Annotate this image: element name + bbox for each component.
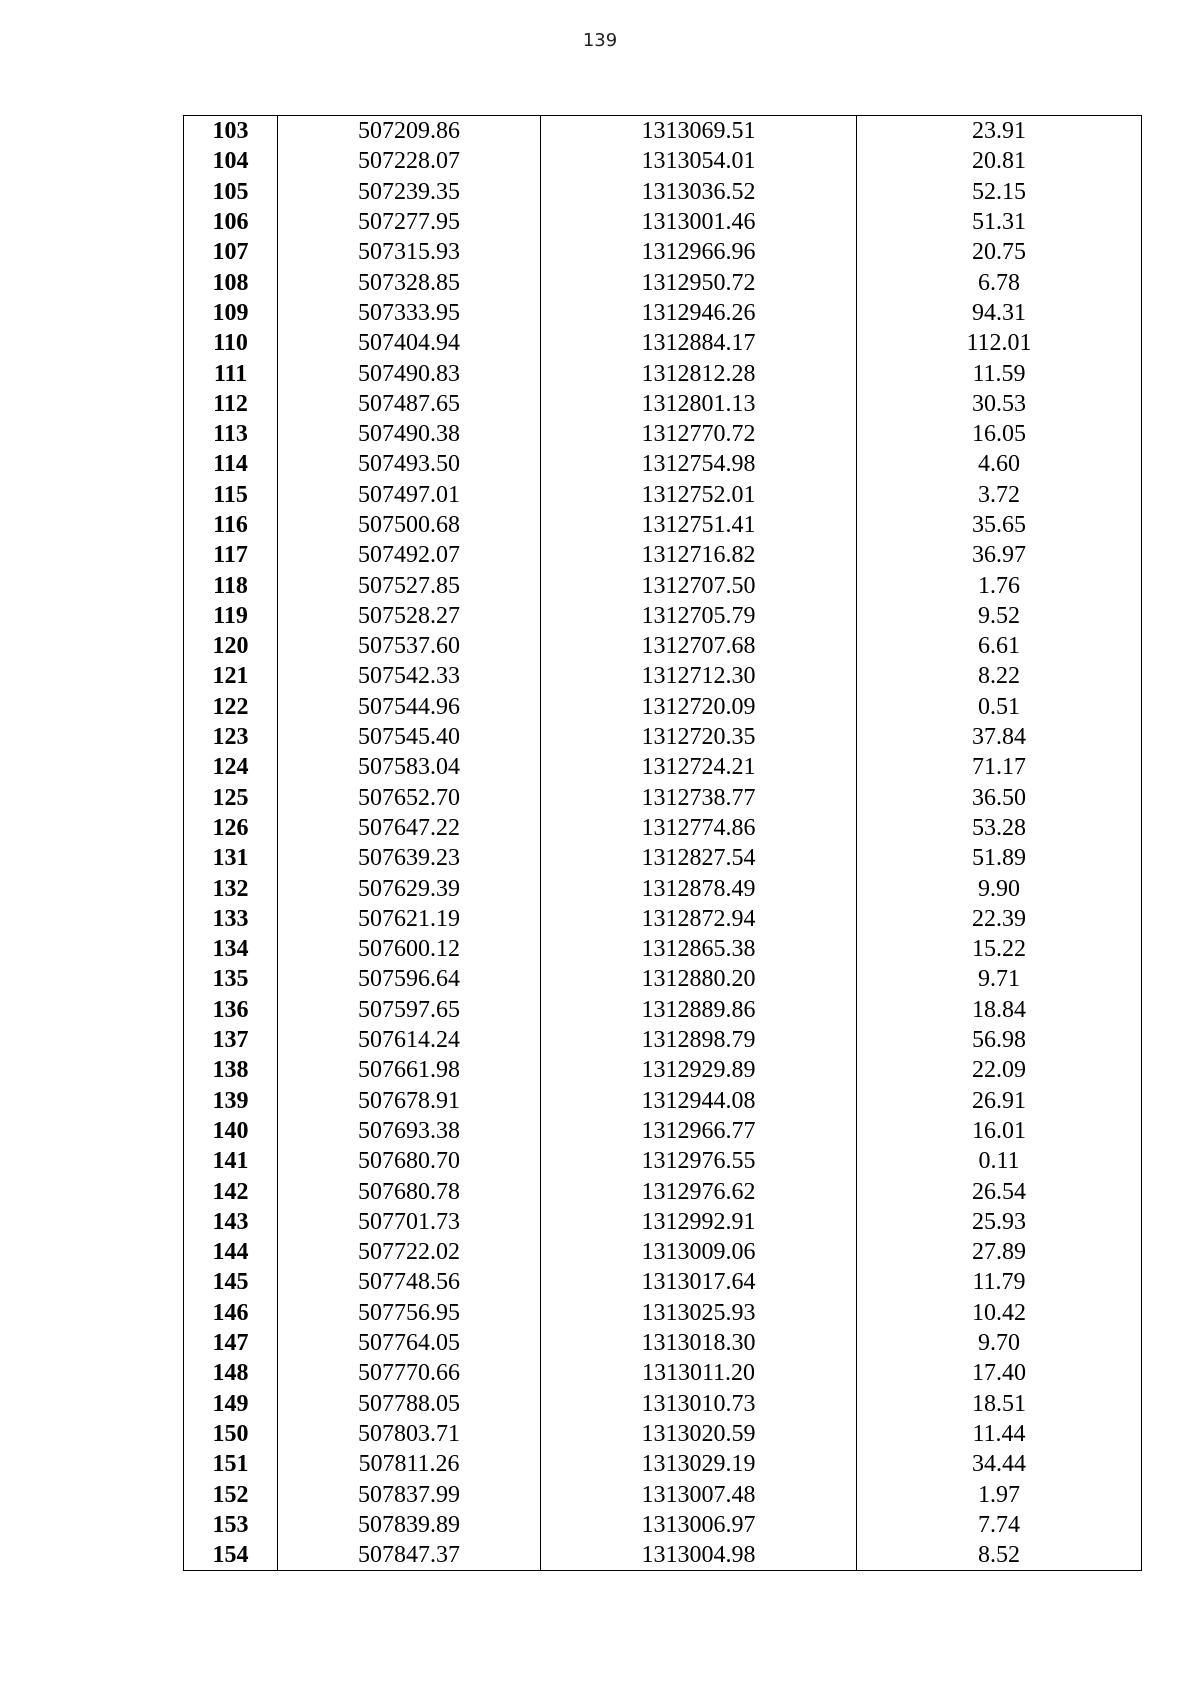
point-number-cell: 111	[184, 358, 278, 388]
x-coordinate-cell: 507764.05	[278, 1328, 541, 1358]
point-number-cell: 153	[184, 1510, 278, 1540]
table-row	[184, 358, 1142, 388]
y-coordinate-cell: 1313006.97	[541, 1510, 857, 1540]
y-coordinate-cell: 1312950.72	[541, 267, 857, 297]
point-number-cell: 132	[184, 873, 278, 903]
distance-cell: 11.44	[857, 1419, 1142, 1449]
y-coordinate-cell: 1313054.01	[541, 146, 857, 176]
y-coordinate-cell: 1312944.08	[541, 1086, 857, 1116]
x-coordinate-cell: 507315.93	[278, 237, 541, 267]
x-coordinate-cell: 507748.56	[278, 1267, 541, 1297]
table-row	[184, 1449, 1142, 1479]
distance-cell: 27.89	[857, 1237, 1142, 1267]
table-row	[184, 934, 1142, 964]
x-coordinate-cell: 507652.70	[278, 783, 541, 813]
coordinates-table	[183, 115, 1142, 1571]
point-number-cell: 145	[184, 1267, 278, 1297]
distance-cell: 22.09	[857, 1055, 1142, 1085]
y-coordinate-cell: 1313011.20	[541, 1358, 857, 1388]
table-row	[184, 813, 1142, 843]
y-coordinate-cell: 1312712.30	[541, 661, 857, 691]
y-coordinate-cell: 1312889.86	[541, 995, 857, 1025]
distance-cell: 53.28	[857, 813, 1142, 843]
table-row	[184, 631, 1142, 661]
x-coordinate-cell: 507528.27	[278, 601, 541, 631]
table-row	[184, 1358, 1142, 1388]
point-number-cell: 154	[184, 1540, 278, 1571]
table-row	[184, 904, 1142, 934]
distance-cell: 11.59	[857, 358, 1142, 388]
table-row	[184, 510, 1142, 540]
distance-cell: 36.50	[857, 783, 1142, 813]
distance-cell: 6.61	[857, 631, 1142, 661]
y-coordinate-cell: 1312720.09	[541, 692, 857, 722]
x-coordinate-cell: 507537.60	[278, 631, 541, 661]
x-coordinate-cell: 507811.26	[278, 1449, 541, 1479]
distance-cell: 9.52	[857, 601, 1142, 631]
point-number-cell: 121	[184, 661, 278, 691]
point-number-cell: 144	[184, 1237, 278, 1267]
distance-cell: 3.72	[857, 480, 1142, 510]
point-number-cell: 113	[184, 419, 278, 449]
point-number-cell: 146	[184, 1298, 278, 1328]
point-number-cell: 115	[184, 480, 278, 510]
distance-cell: 6.78	[857, 267, 1142, 297]
point-number-cell: 140	[184, 1116, 278, 1146]
point-number-cell: 136	[184, 995, 278, 1025]
table-row	[184, 1237, 1142, 1267]
point-number-cell: 151	[184, 1449, 278, 1479]
point-number-cell: 120	[184, 631, 278, 661]
y-coordinate-cell: 1312929.89	[541, 1055, 857, 1085]
point-number-cell: 141	[184, 1146, 278, 1176]
x-coordinate-cell: 507770.66	[278, 1358, 541, 1388]
y-coordinate-cell: 1312707.68	[541, 631, 857, 661]
table-row	[184, 1388, 1142, 1418]
y-coordinate-cell: 1312754.98	[541, 449, 857, 479]
x-coordinate-cell: 507621.19	[278, 904, 541, 934]
coordinates-table-body	[184, 116, 1142, 1571]
x-coordinate-cell: 507639.23	[278, 843, 541, 873]
point-number-cell: 147	[184, 1328, 278, 1358]
table-row	[184, 1328, 1142, 1358]
y-coordinate-cell: 1313001.46	[541, 207, 857, 237]
x-coordinate-cell: 507277.95	[278, 207, 541, 237]
y-coordinate-cell: 1312705.79	[541, 601, 857, 631]
distance-cell: 51.31	[857, 207, 1142, 237]
point-number-cell: 138	[184, 1055, 278, 1085]
table-row	[184, 480, 1142, 510]
point-number-cell: 122	[184, 692, 278, 722]
distance-cell: 1.97	[857, 1479, 1142, 1509]
table-row	[184, 1540, 1142, 1571]
distance-cell: 16.05	[857, 419, 1142, 449]
table-row	[184, 540, 1142, 570]
table-row	[184, 1055, 1142, 1085]
distance-cell: 30.53	[857, 389, 1142, 419]
table-row	[184, 873, 1142, 903]
x-coordinate-cell: 507722.02	[278, 1237, 541, 1267]
x-coordinate-cell: 507680.70	[278, 1146, 541, 1176]
x-coordinate-cell: 507629.39	[278, 873, 541, 903]
table-row	[184, 267, 1142, 297]
y-coordinate-cell: 1313009.06	[541, 1237, 857, 1267]
point-number-cell: 143	[184, 1207, 278, 1237]
point-number-cell: 107	[184, 237, 278, 267]
y-coordinate-cell: 1312884.17	[541, 328, 857, 358]
table-row	[184, 995, 1142, 1025]
distance-cell: 15.22	[857, 934, 1142, 964]
table-row	[184, 601, 1142, 631]
y-coordinate-cell: 1312872.94	[541, 904, 857, 934]
distance-cell: 4.60	[857, 449, 1142, 479]
x-coordinate-cell: 507701.73	[278, 1207, 541, 1237]
point-number-cell: 104	[184, 146, 278, 176]
x-coordinate-cell: 507803.71	[278, 1419, 541, 1449]
x-coordinate-cell: 507328.85	[278, 267, 541, 297]
y-coordinate-cell: 1313020.59	[541, 1419, 857, 1449]
distance-cell: 0.11	[857, 1146, 1142, 1176]
x-coordinate-cell: 507500.68	[278, 510, 541, 540]
distance-cell: 34.44	[857, 1449, 1142, 1479]
table-row	[184, 116, 1142, 147]
distance-cell: 20.81	[857, 146, 1142, 176]
table-row	[184, 843, 1142, 873]
x-coordinate-cell: 507209.86	[278, 116, 541, 147]
table-row	[184, 177, 1142, 207]
table-row	[184, 1479, 1142, 1509]
table-row	[184, 1176, 1142, 1206]
point-number-cell: 137	[184, 1025, 278, 1055]
point-number-cell: 150	[184, 1419, 278, 1449]
distance-cell: 52.15	[857, 177, 1142, 207]
point-number-cell: 108	[184, 267, 278, 297]
x-coordinate-cell: 507487.65	[278, 389, 541, 419]
distance-cell: 1.76	[857, 570, 1142, 600]
y-coordinate-cell: 1313029.19	[541, 1449, 857, 1479]
distance-cell: 8.22	[857, 661, 1142, 691]
table-row	[184, 237, 1142, 267]
point-number-cell: 118	[184, 570, 278, 600]
table-row	[184, 146, 1142, 176]
x-coordinate-cell: 507497.01	[278, 480, 541, 510]
distance-cell: 26.54	[857, 1176, 1142, 1206]
distance-cell: 25.93	[857, 1207, 1142, 1237]
point-number-cell: 114	[184, 449, 278, 479]
distance-cell: 51.89	[857, 843, 1142, 873]
page-number: 139	[582, 30, 618, 51]
y-coordinate-cell: 1312812.28	[541, 358, 857, 388]
point-number-cell: 109	[184, 298, 278, 328]
y-coordinate-cell: 1312966.96	[541, 237, 857, 267]
x-coordinate-cell: 507596.64	[278, 964, 541, 994]
x-coordinate-cell: 507228.07	[278, 146, 541, 176]
point-number-cell: 117	[184, 540, 278, 570]
y-coordinate-cell: 1312801.13	[541, 389, 857, 419]
y-coordinate-cell: 1312878.49	[541, 873, 857, 903]
distance-cell: 8.52	[857, 1540, 1142, 1571]
x-coordinate-cell: 507756.95	[278, 1298, 541, 1328]
table-row	[184, 722, 1142, 752]
distance-cell: 16.01	[857, 1116, 1142, 1146]
distance-cell: 9.71	[857, 964, 1142, 994]
x-coordinate-cell: 507847.37	[278, 1540, 541, 1571]
x-coordinate-cell: 507490.83	[278, 358, 541, 388]
distance-cell: 71.17	[857, 752, 1142, 782]
x-coordinate-cell: 507490.38	[278, 419, 541, 449]
x-coordinate-cell: 507680.78	[278, 1176, 541, 1206]
table-row	[184, 1025, 1142, 1055]
y-coordinate-cell: 1313010.73	[541, 1388, 857, 1418]
x-coordinate-cell: 507544.96	[278, 692, 541, 722]
y-coordinate-cell: 1312707.50	[541, 570, 857, 600]
distance-cell: 94.31	[857, 298, 1142, 328]
distance-cell: 0.51	[857, 692, 1142, 722]
x-coordinate-cell: 507693.38	[278, 1116, 541, 1146]
point-number-cell: 112	[184, 389, 278, 419]
point-number-cell: 116	[184, 510, 278, 540]
distance-cell: 20.75	[857, 237, 1142, 267]
table-row	[184, 1419, 1142, 1449]
y-coordinate-cell: 1312716.82	[541, 540, 857, 570]
point-number-cell: 123	[184, 722, 278, 752]
y-coordinate-cell: 1312724.21	[541, 752, 857, 782]
point-number-cell: 110	[184, 328, 278, 358]
distance-cell: 11.79	[857, 1267, 1142, 1297]
table-row	[184, 692, 1142, 722]
point-number-cell: 106	[184, 207, 278, 237]
x-coordinate-cell: 507678.91	[278, 1086, 541, 1116]
y-coordinate-cell: 1312898.79	[541, 1025, 857, 1055]
y-coordinate-cell: 1313017.64	[541, 1267, 857, 1297]
table-row	[184, 328, 1142, 358]
table-row	[184, 1086, 1142, 1116]
table-row	[184, 207, 1142, 237]
table-row	[184, 389, 1142, 419]
x-coordinate-cell: 507493.50	[278, 449, 541, 479]
x-coordinate-cell: 507597.65	[278, 995, 541, 1025]
y-coordinate-cell: 1312770.72	[541, 419, 857, 449]
point-number-cell: 126	[184, 813, 278, 843]
y-coordinate-cell: 1313025.93	[541, 1298, 857, 1328]
distance-cell: 9.70	[857, 1328, 1142, 1358]
y-coordinate-cell: 1313036.52	[541, 177, 857, 207]
x-coordinate-cell: 507647.22	[278, 813, 541, 843]
point-number-cell: 131	[184, 843, 278, 873]
point-number-cell: 119	[184, 601, 278, 631]
x-coordinate-cell: 507583.04	[278, 752, 541, 782]
x-coordinate-cell: 507788.05	[278, 1388, 541, 1418]
table-row	[184, 661, 1142, 691]
table-row	[184, 1207, 1142, 1237]
distance-cell: 22.39	[857, 904, 1142, 934]
table-row	[184, 752, 1142, 782]
y-coordinate-cell: 1312976.62	[541, 1176, 857, 1206]
table-row	[184, 419, 1142, 449]
point-number-cell: 135	[184, 964, 278, 994]
table-row	[184, 783, 1142, 813]
x-coordinate-cell: 507527.85	[278, 570, 541, 600]
y-coordinate-cell: 1313069.51	[541, 116, 857, 147]
distance-cell: 9.90	[857, 873, 1142, 903]
y-coordinate-cell: 1312752.01	[541, 480, 857, 510]
distance-cell: 36.97	[857, 540, 1142, 570]
y-coordinate-cell: 1313007.48	[541, 1479, 857, 1509]
distance-cell: 7.74	[857, 1510, 1142, 1540]
distance-cell: 26.91	[857, 1086, 1142, 1116]
y-coordinate-cell: 1312865.38	[541, 934, 857, 964]
x-coordinate-cell: 507614.24	[278, 1025, 541, 1055]
table-row	[184, 1510, 1142, 1540]
distance-cell: 18.84	[857, 995, 1142, 1025]
table-row	[184, 298, 1142, 328]
point-number-cell: 139	[184, 1086, 278, 1116]
distance-cell: 10.42	[857, 1298, 1142, 1328]
y-coordinate-cell: 1312880.20	[541, 964, 857, 994]
table-row	[184, 1298, 1142, 1328]
x-coordinate-cell: 507839.89	[278, 1510, 541, 1540]
x-coordinate-cell: 507661.98	[278, 1055, 541, 1085]
table-row	[184, 1267, 1142, 1297]
y-coordinate-cell: 1312946.26	[541, 298, 857, 328]
table-row	[184, 964, 1142, 994]
x-coordinate-cell: 507239.35	[278, 177, 541, 207]
y-coordinate-cell: 1312992.91	[541, 1207, 857, 1237]
point-number-cell: 103	[184, 116, 278, 147]
x-coordinate-cell: 507492.07	[278, 540, 541, 570]
x-coordinate-cell: 507404.94	[278, 328, 541, 358]
point-number-cell: 152	[184, 1479, 278, 1509]
distance-cell: 56.98	[857, 1025, 1142, 1055]
y-coordinate-cell: 1312720.35	[541, 722, 857, 752]
x-coordinate-cell: 507545.40	[278, 722, 541, 752]
table-row	[184, 1116, 1142, 1146]
y-coordinate-cell: 1312738.77	[541, 783, 857, 813]
distance-cell: 112.01	[857, 328, 1142, 358]
point-number-cell: 134	[184, 934, 278, 964]
x-coordinate-cell: 507600.12	[278, 934, 541, 964]
x-coordinate-cell: 507837.99	[278, 1479, 541, 1509]
distance-cell: 18.51	[857, 1388, 1142, 1418]
point-number-cell: 149	[184, 1388, 278, 1418]
distance-cell: 37.84	[857, 722, 1142, 752]
point-number-cell: 124	[184, 752, 278, 782]
distance-cell: 35.65	[857, 510, 1142, 540]
x-coordinate-cell: 507542.33	[278, 661, 541, 691]
y-coordinate-cell: 1312774.86	[541, 813, 857, 843]
point-number-cell: 125	[184, 783, 278, 813]
y-coordinate-cell: 1312751.41	[541, 510, 857, 540]
y-coordinate-cell: 1312827.54	[541, 843, 857, 873]
point-number-cell: 133	[184, 904, 278, 934]
x-coordinate-cell: 507333.95	[278, 298, 541, 328]
point-number-cell: 142	[184, 1176, 278, 1206]
distance-cell: 23.91	[857, 116, 1142, 147]
table-row	[184, 570, 1142, 600]
table-row	[184, 449, 1142, 479]
distance-cell: 17.40	[857, 1358, 1142, 1388]
y-coordinate-cell: 1312976.55	[541, 1146, 857, 1176]
point-number-cell: 148	[184, 1358, 278, 1388]
y-coordinate-cell: 1313004.98	[541, 1540, 857, 1571]
point-number-cell: 105	[184, 177, 278, 207]
table-row	[184, 1146, 1142, 1176]
y-coordinate-cell: 1312966.77	[541, 1116, 857, 1146]
y-coordinate-cell: 1313018.30	[541, 1328, 857, 1358]
